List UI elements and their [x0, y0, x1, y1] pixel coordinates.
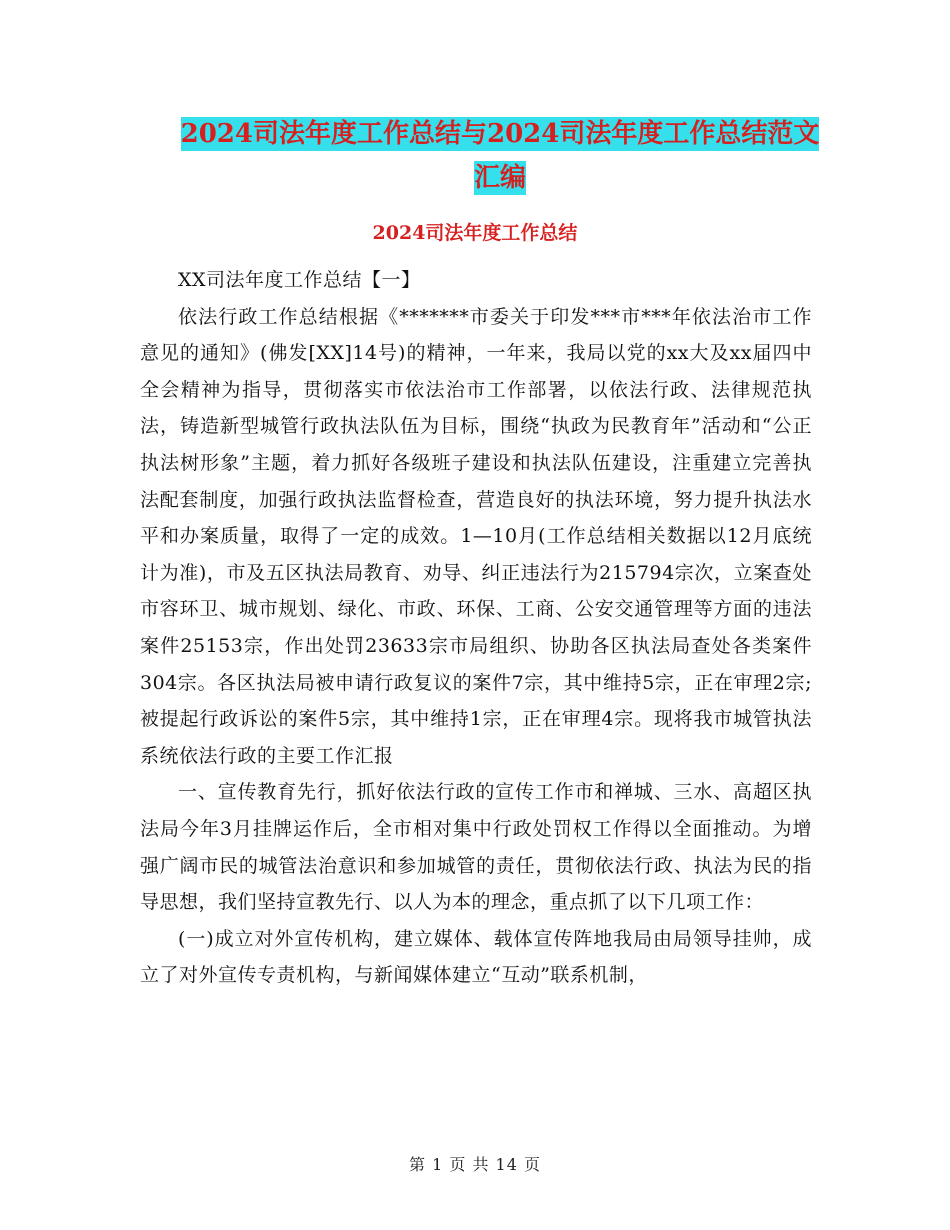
section-title: 2024司法年度工作总结: [372, 222, 578, 244]
paragraph-3: (一)成立对外宣传机构，建立媒体、载体宣传阵地我局由局领导挂帅，成立了对外宣传专责机构，与新闻媒体建立“互动”联系机制，: [140, 927, 812, 987]
document-title-line2: 汇编: [473, 163, 526, 193]
document-title: [140, 112, 860, 200]
paragraph-heading: XX司法年度工作总结【一】: [178, 269, 421, 291]
document-body: [140, 262, 812, 994]
document-title-line1: 2024司法年度工作总结与2024司法年度工作总结范文: [180, 119, 820, 149]
paragraph-2: 一、宣传教育先行，抓好依法行政的宣传工作市和禅城、三水、高超区执法局今年3月挂牌运作后，全市相对集中行政处罚权工作得以全面推动。为增强广阔市民的城管法治意识和参加城管的责任，贯彻依法行政、执法为民的指导思想，我们坚持宣教先行、以人为本的理念，重点抓了以下几项工作：: [140, 781, 812, 914]
page-footer: 第 1 页 共 14 页: [409, 1155, 541, 1174]
paragraph-1: 依法行政工作总结根据《*******市委关于印发***市***年依法治市工作意见的通知》(佛发[XX]14号)的精神，一年来，我局以党的xx大及xx届四中全会精神为指导，贯彻落实市依法治市工作部署，以依法行政、法律规范执法，铸造新型城管行政执法队伍为目标，围绕“执政为民教育年”活动和“公正执法树形象”主题，着力抓好各级班子建设和执法队伍建设，注重建立完善执法配套制度，加强行政执法监督检查，营造良好的执法环境，努力提升执法水平和办案质量，取得了一定的成效。1—10月(工作总结相关数据以12月底统计为准)，市及五区执法局教育、劝导、纠正违法行为215794宗次，立案查处市容环卫、城市规划、绿化、市政、环保、工商、公安交通管理等方面的违法案件25153宗，作出处罚23633宗市局组织、协助各区执法局查处各类案件304宗。各区执法局被申请行政复议的案件7宗，其中维持5宗，正在审理2宗;被提起行政诉讼的案件5宗，其中维持1宗，正在审理4宗。现将我市城管执法系统依法行政的主要工作汇报: [140, 305, 812, 767]
